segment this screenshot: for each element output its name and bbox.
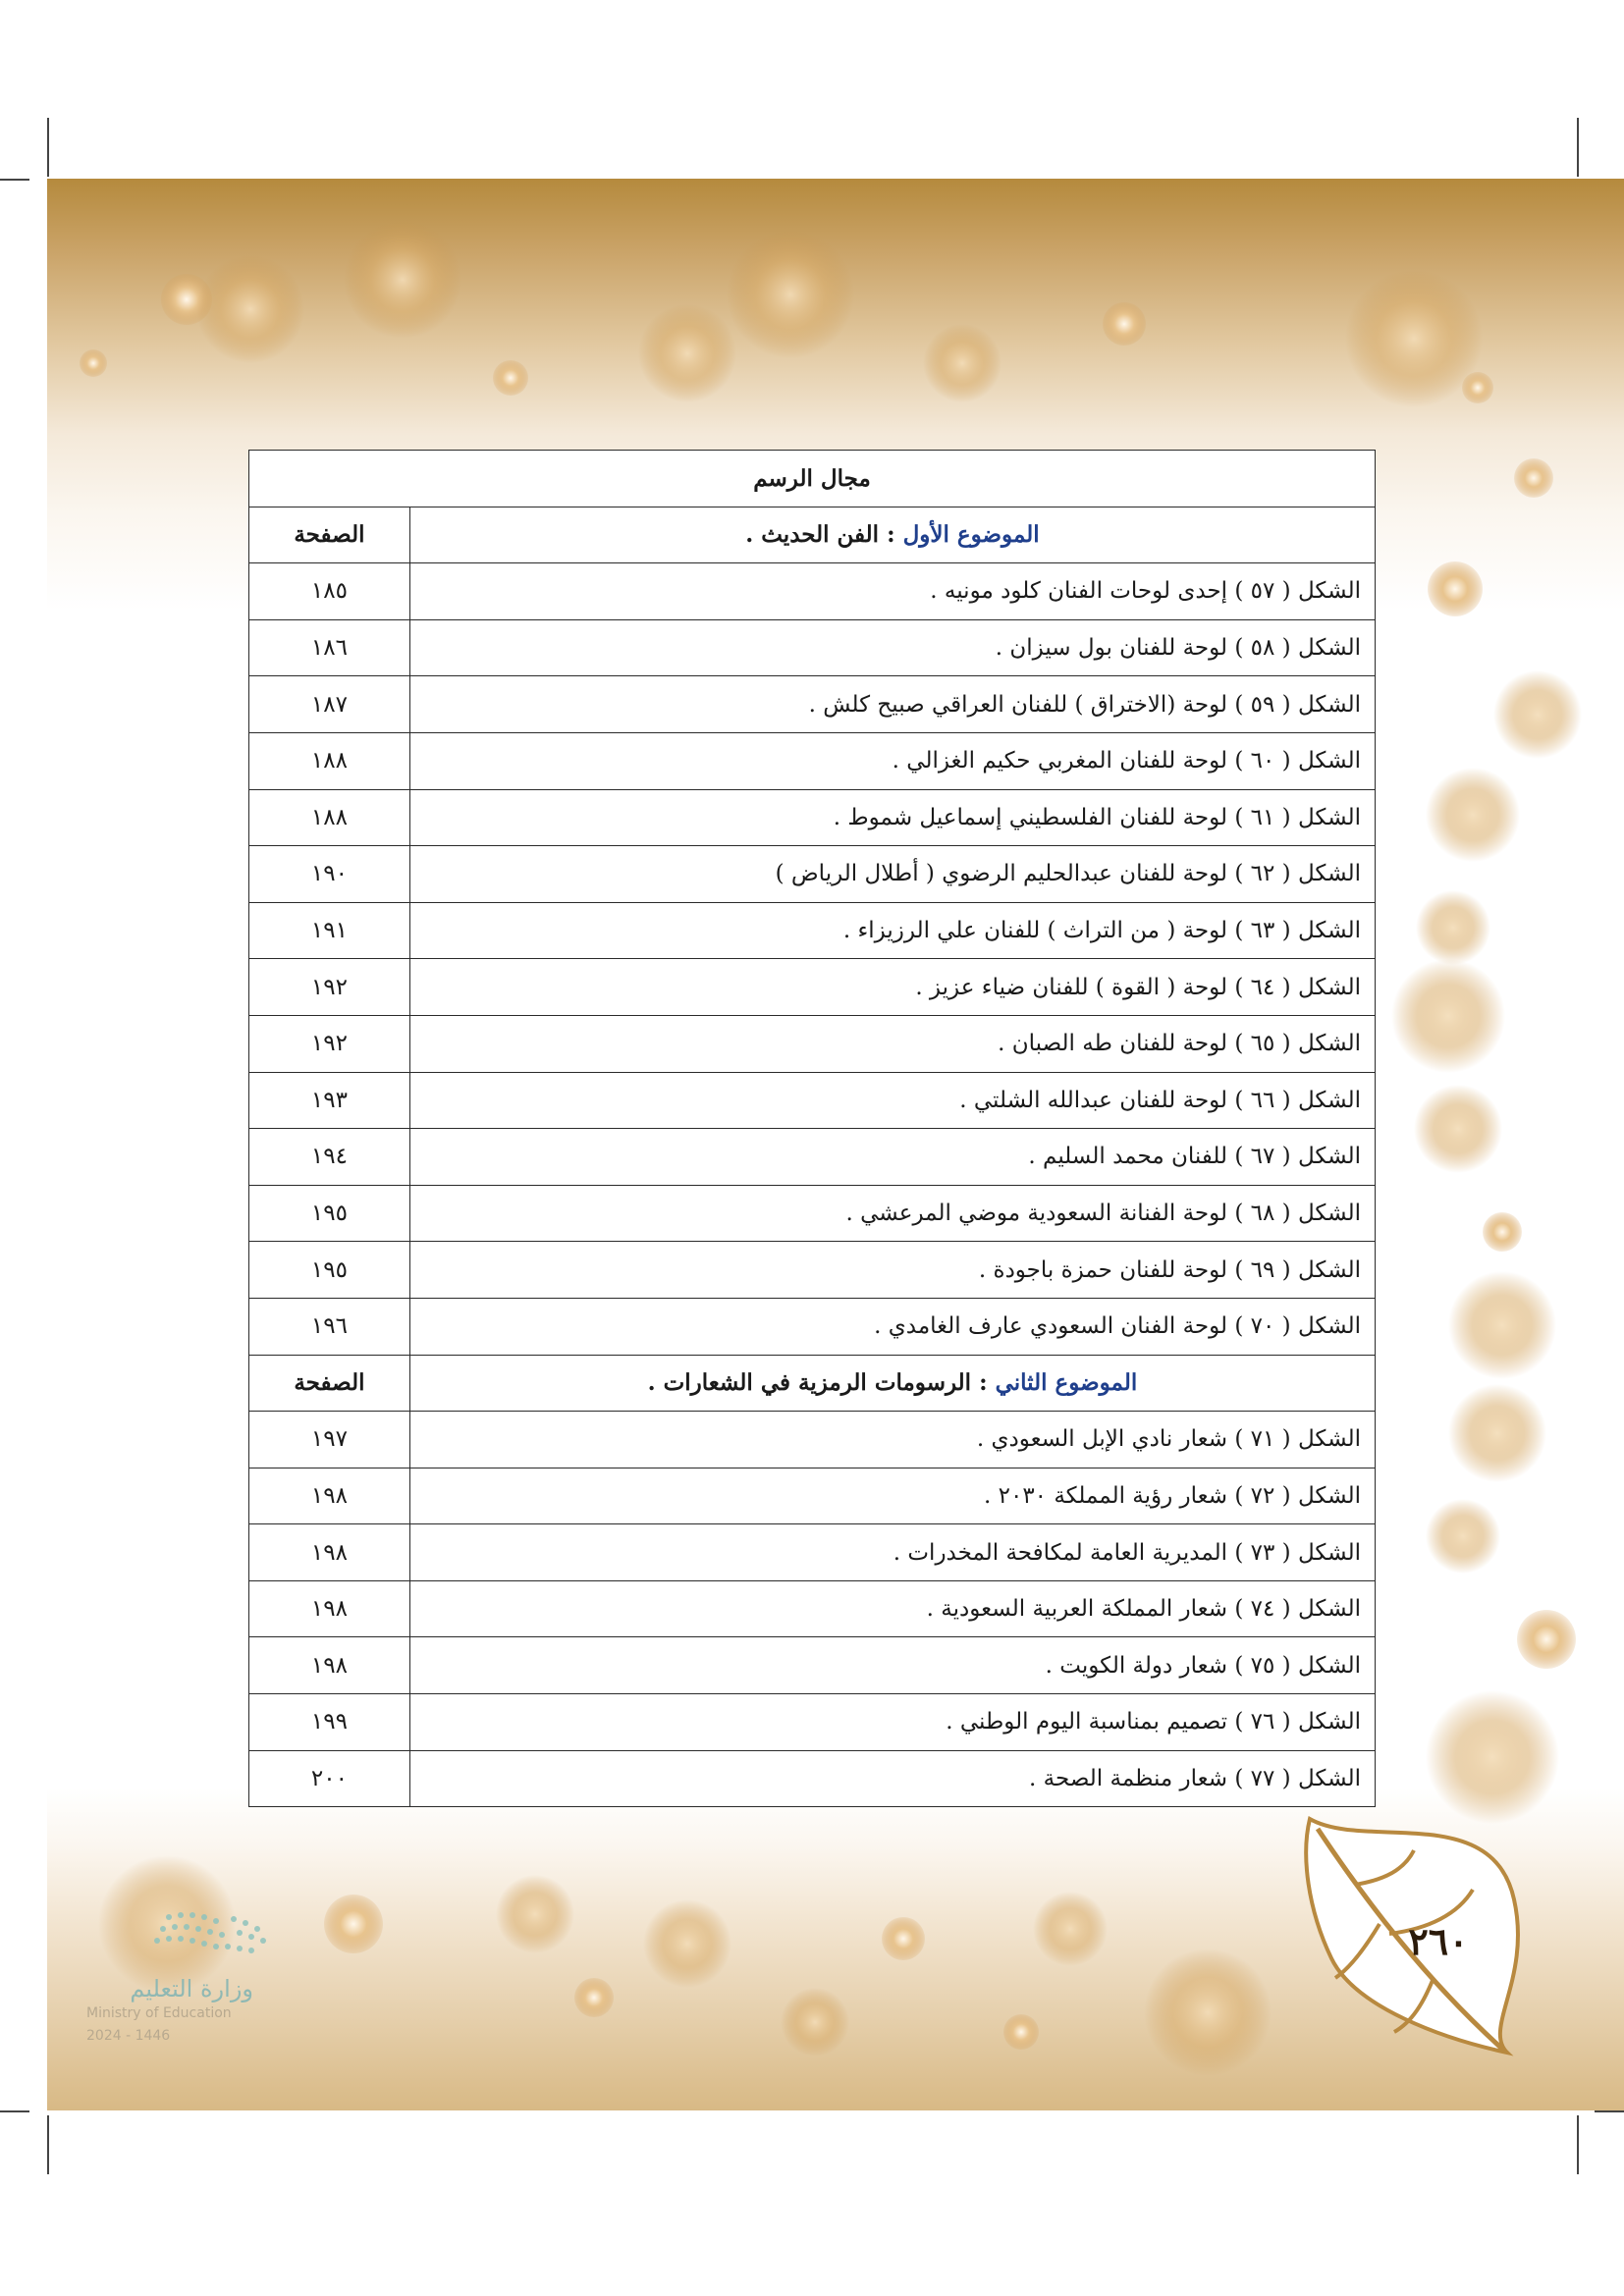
figure-page-number: ١٨٦ [249,619,410,676]
topic-heading [409,507,1375,563]
table-row [249,1468,1376,1524]
table-row [249,1015,1376,1072]
figure-page-number: ١٩٨ [249,1524,410,1581]
table-row [249,1580,1376,1637]
topic-heading [409,1355,1375,1412]
figure-description: الشكل ( ٦٥ ) لوحة للفنان طه الصبان . [409,1015,1375,1072]
figure-description: الشكل ( ٥٧ ) إحدى لوحات الفنان كلود مونيه . [409,563,1375,620]
figure-description: الشكل ( ٦٠ ) لوحة للفنان المغربي حكيم الغزالي . [409,732,1375,789]
figure-page-number: ١٩٦ [249,1298,410,1355]
figure-page-number: ١٩٣ [249,1072,410,1129]
figure-page-number: ١٩٠ [249,846,410,903]
figure-description: الشكل ( ٧٣ ) المديرية العامة لمكافحة المخدرات . [409,1524,1375,1581]
figure-description: الشكل ( ٧٠ ) لوحة الفنان السعودي عارف الغامدي . [409,1298,1375,1355]
ministry-name-arabic: وزارة التعليم [130,1975,253,2002]
page-column-header: الصفحة [249,1355,410,1412]
figure-page-number: ١٩٢ [249,959,410,1016]
table-row [249,1412,1376,1468]
figure-description: الشكل ( ٦٨ ) لوحة الفنانة السعودية موضي المرعشي . [409,1185,1375,1242]
figure-description: الشكل ( ٦١ ) لوحة للفنان الفلسطيني إسماعيل شموط . [409,789,1375,846]
figure-page-number: ١٩٥ [249,1185,410,1242]
figure-page-number: ١٩٢ [249,1015,410,1072]
table-row [249,732,1376,789]
figure-description: الشكل ( ٧٢ ) شعار رؤية المملكة ٢٠٣٠ . [409,1468,1375,1524]
table-row [249,563,1376,620]
figure-description: الشكل ( ٧٦ ) تصميم بمناسبة اليوم الوطني . [409,1694,1375,1751]
topic-label: الموضوع الثاني [995,1369,1138,1397]
topic-name: الفن الحديث . [745,521,880,549]
figure-description: الشكل ( ٥٨ ) لوحة للفنان بول سيزان . [409,619,1375,676]
figure-description: الشكل ( ٦٢ ) لوحة للفنان عبدالحليم الرضوي ( أطلال الرياض ) [409,846,1375,903]
figure-description: الشكل ( ٦٦ ) لوحة للفنان عبدالله الشلتي . [409,1072,1375,1129]
table-row [249,1637,1376,1694]
table-row [249,1750,1376,1807]
table-row [249,1694,1376,1751]
page-number: ٢٦٠ [1408,1919,1469,1963]
table-row [249,676,1376,733]
figure-description: الشكل ( ٧٧ ) شعار منظمة الصحة . [409,1750,1375,1807]
table-row [249,846,1376,903]
ministry-name-english: Ministry of Education [86,2005,232,2021]
topic-header-row [249,1355,1376,1412]
table-row [249,1524,1376,1581]
table-row [249,1242,1376,1299]
figure-page-number: ١٩١ [249,902,410,959]
figure-page-number: ١٩٨ [249,1637,410,1694]
figure-page-number: ١٨٥ [249,563,410,620]
figure-description: الشكل ( ٧٥ ) شعار دولة الكويت . [409,1637,1375,1694]
figure-description: الشكل ( ٦٣ ) لوحة ( من التراث ) للفنان علي الرزيزاء . [409,902,1375,959]
figure-page-number: ١٩٩ [249,1694,410,1751]
table-row [249,1129,1376,1186]
figure-description: الشكل ( ٦٩ ) لوحة للفنان حمزة باجودة . [409,1242,1375,1299]
figure-page-number: ١٨٧ [249,676,410,733]
ministry-year: 2024 - 1446 [86,2028,171,2044]
figure-description: الشكل ( ٦٧ ) للفنان محمد السليم . [409,1129,1375,1186]
figure-page-number: ١٨٨ [249,732,410,789]
table-row [249,789,1376,846]
figure-description: الشكل ( ٦٤ ) لوحة ( القوة ) للفنان ضياء عزيز . [409,959,1375,1016]
figure-page-number: ١٩٧ [249,1412,410,1468]
topic-label: الموضوع الأول [902,521,1040,549]
figure-page-number: ١٩٨ [249,1468,410,1524]
figure-description: الشكل ( ٥٩ ) لوحة (الاختراق ) للفنان العراقي صبيح كلش . [409,676,1375,733]
topic-separator: : [879,521,903,549]
table-row [249,619,1376,676]
table-body [249,451,1376,1807]
table-row [249,1072,1376,1129]
figures-index-table [248,450,1376,1807]
table-row [249,1185,1376,1242]
figure-page-number: ١٩٥ [249,1242,410,1299]
page-column-header: الصفحة [249,507,410,563]
topic-name: الرسومات الرمزية في الشعارات . [647,1369,972,1397]
table-title: مجال الرسم [249,451,1376,507]
table-row [249,1298,1376,1355]
table-row [249,959,1376,1016]
figure-page-number: ١٩٨ [249,1580,410,1637]
figure-page-number: ١٨٨ [249,789,410,846]
figure-page-number: ٢٠٠ [249,1750,410,1807]
table-title-row [249,451,1376,507]
figure-description: الشكل ( ٧٤ ) شعار المملكة العربية السعودية . [409,1580,1375,1637]
topic-header-row [249,507,1376,563]
table-row [249,902,1376,959]
topic-separator: : [971,1369,996,1397]
figure-description: الشكل ( ٧١ ) شعار نادي الإبل السعودي . [409,1412,1375,1468]
figure-page-number: ١٩٤ [249,1129,410,1186]
